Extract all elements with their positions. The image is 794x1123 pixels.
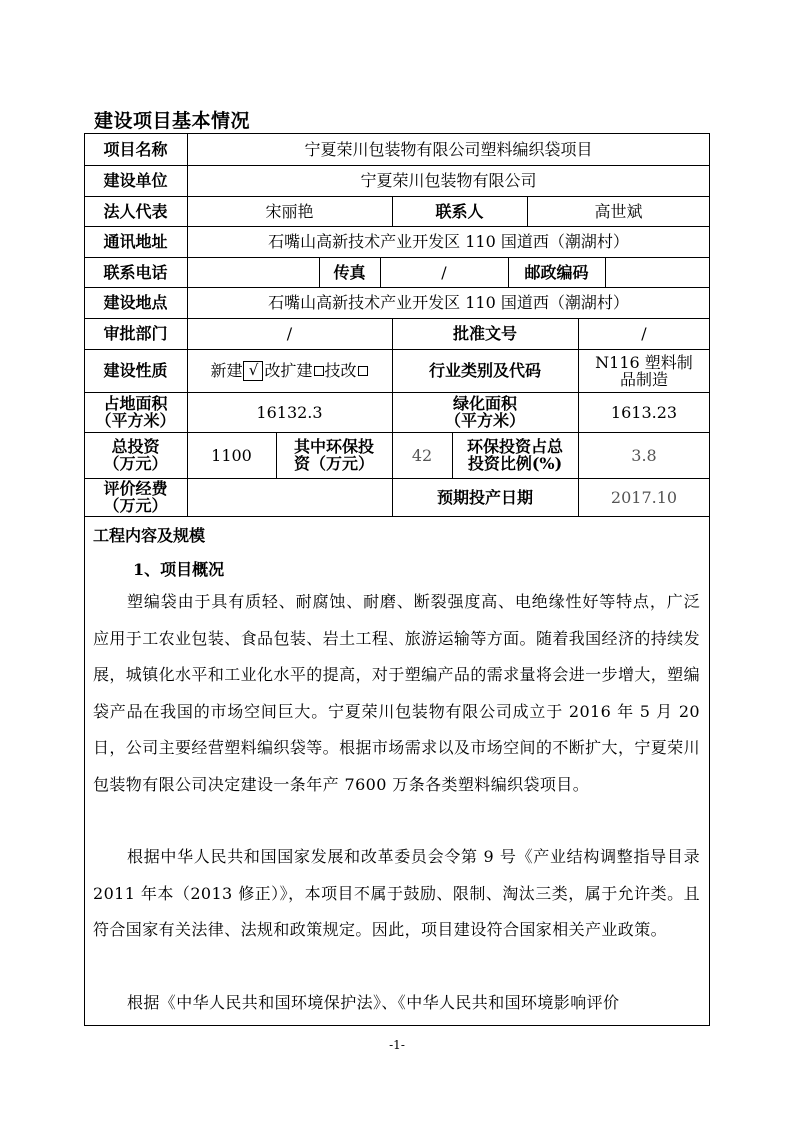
env-ratio-label-line-1: 环保投资占总: [466, 437, 563, 456]
unit-value: 宁夏荣川包装物有限公司: [360, 171, 537, 190]
eval-label: [84, 478, 187, 516]
phone-value: [187, 257, 319, 287]
subsection-title: 1、项目概况: [133, 560, 225, 579]
paragraph-2: 根据中华人民共和国国家发展和改革委员会令第 9 号《产业结构调整指导目录 2011 年本（2013 修正）》，本项目不属于鼓励、限制、淘汰三类，属于允许类。且符合国家有关法律、法规和政策规定。因此，项目建设符合国家相关产业政策。: [93, 847, 700, 939]
industry-value: [578, 349, 710, 392]
industry-line-2: 品制造: [619, 369, 668, 389]
env-ratio-label-line-2: 投资比例(%): [467, 454, 563, 473]
nature-label: 建设性质: [103, 361, 168, 380]
eval-label-line-1: 评价经费: [103, 479, 168, 498]
green-label: [392, 392, 578, 432]
eval-value: [187, 478, 392, 516]
postcode-value: [605, 257, 710, 287]
eval-label-line-2: （万元）: [103, 496, 168, 515]
site-value: 石嘴山高新技术产业开发区 110 国道西（潮湖村）: [268, 293, 629, 312]
startdate-label: 预期投产日期: [436, 487, 533, 507]
address-value: 石嘴山高新技术产业开发区 110 国道西（潮湖村）: [268, 232, 629, 251]
checkbox-checked-icon: √: [243, 361, 263, 381]
row-divider: [84, 516, 710, 517]
project-name-value: 宁夏荣川包装物有限公司塑料编织袋项目: [304, 139, 593, 159]
checkbox-empty-icon: [358, 366, 368, 376]
env-invest-label-line-2: 资（万元）: [293, 454, 374, 473]
approval-no-label: 批准文号: [452, 324, 517, 343]
invest-label-line-2: （万元）: [103, 454, 168, 473]
approval-dept-label: 审批部门: [103, 324, 168, 343]
fax-label: 传真: [333, 262, 366, 282]
green-value: 1613.23: [610, 402, 678, 422]
postcode-label: 邮政编码: [524, 262, 589, 282]
env-ratio-label: [452, 432, 578, 478]
contact-value: 高世斌: [594, 201, 643, 221]
area-label: [84, 392, 187, 432]
env-invest-label: [276, 432, 392, 478]
industry-label: 行业类别及代码: [428, 361, 541, 380]
unit-label: 建设单位: [103, 171, 168, 190]
phone-label: 联系电话: [103, 262, 168, 282]
green-label-line-1: 绿化面积: [452, 394, 517, 413]
env-ratio-value: 3.8: [631, 445, 657, 465]
area-label-line-1: 占地面积: [103, 394, 168, 413]
paragraph-3: 根据《中华人民共和国环境保护法》、《中华人民共和国环境影响评价: [127, 993, 620, 1012]
approval-no-value: /: [641, 324, 647, 343]
approval-dept-value: /: [286, 324, 293, 343]
page-number: -1-: [389, 1038, 405, 1052]
green-label-line-2: （平方米）: [444, 411, 525, 430]
area-label-line-2: （平方米）: [95, 411, 176, 430]
legal-value: 宋丽艳: [265, 201, 314, 221]
env-invest-value: 42: [411, 445, 433, 465]
startdate-value: 2017.10: [610, 487, 678, 507]
project-name-label: 项目名称: [103, 139, 168, 159]
section-title: 工程内容及规模: [93, 526, 206, 545]
industry-line-1: N116 塑料制: [595, 352, 693, 372]
env-invest-label-line-1: 其中环保投: [293, 437, 374, 456]
invest-value: 1100: [211, 445, 252, 465]
area-value: 16132.3: [256, 402, 323, 422]
contact-label: 联系人: [435, 201, 484, 221]
invest-label-line-1: 总投资: [111, 437, 160, 456]
nature-expand-text: 改扩建: [264, 361, 313, 380]
nature-options: [187, 349, 392, 392]
invest-label: [84, 432, 187, 478]
page-title: 建设项目基本情况: [94, 110, 251, 132]
nature-new-text: 新建: [210, 361, 243, 380]
legal-label: 法人代表: [103, 201, 168, 221]
nature-tech-text: 技改: [324, 361, 357, 380]
address-label: 通讯地址: [103, 232, 168, 251]
site-label: 建设地点: [103, 293, 168, 312]
checkbox-empty-icon: [314, 366, 324, 376]
paragraph-1: 塑编袋由于具有质轻、耐腐蚀、耐磨、断裂强度高、电绝缘性好等特点，广泛应用于工农业包装、食品包装、岩土工程、旅游运输等方面。随着我国经济的持续发展，城镇化水平和工业化水平的提高，对于塑编产品的需求量将会进一步增大，塑编袋产品在我国的市场空间巨大。宁夏荣川包装物有限公司成立于 2016 年 5 月 20 日，公司主要经营塑料编织袋等。根据市场需求以及市场空间的不断扩大，宁夏荣川包装物有限公司决定建设一条年产 7600 万条各类塑料编织袋项目。: [93, 592, 700, 794]
fax-value: /: [441, 262, 447, 282]
